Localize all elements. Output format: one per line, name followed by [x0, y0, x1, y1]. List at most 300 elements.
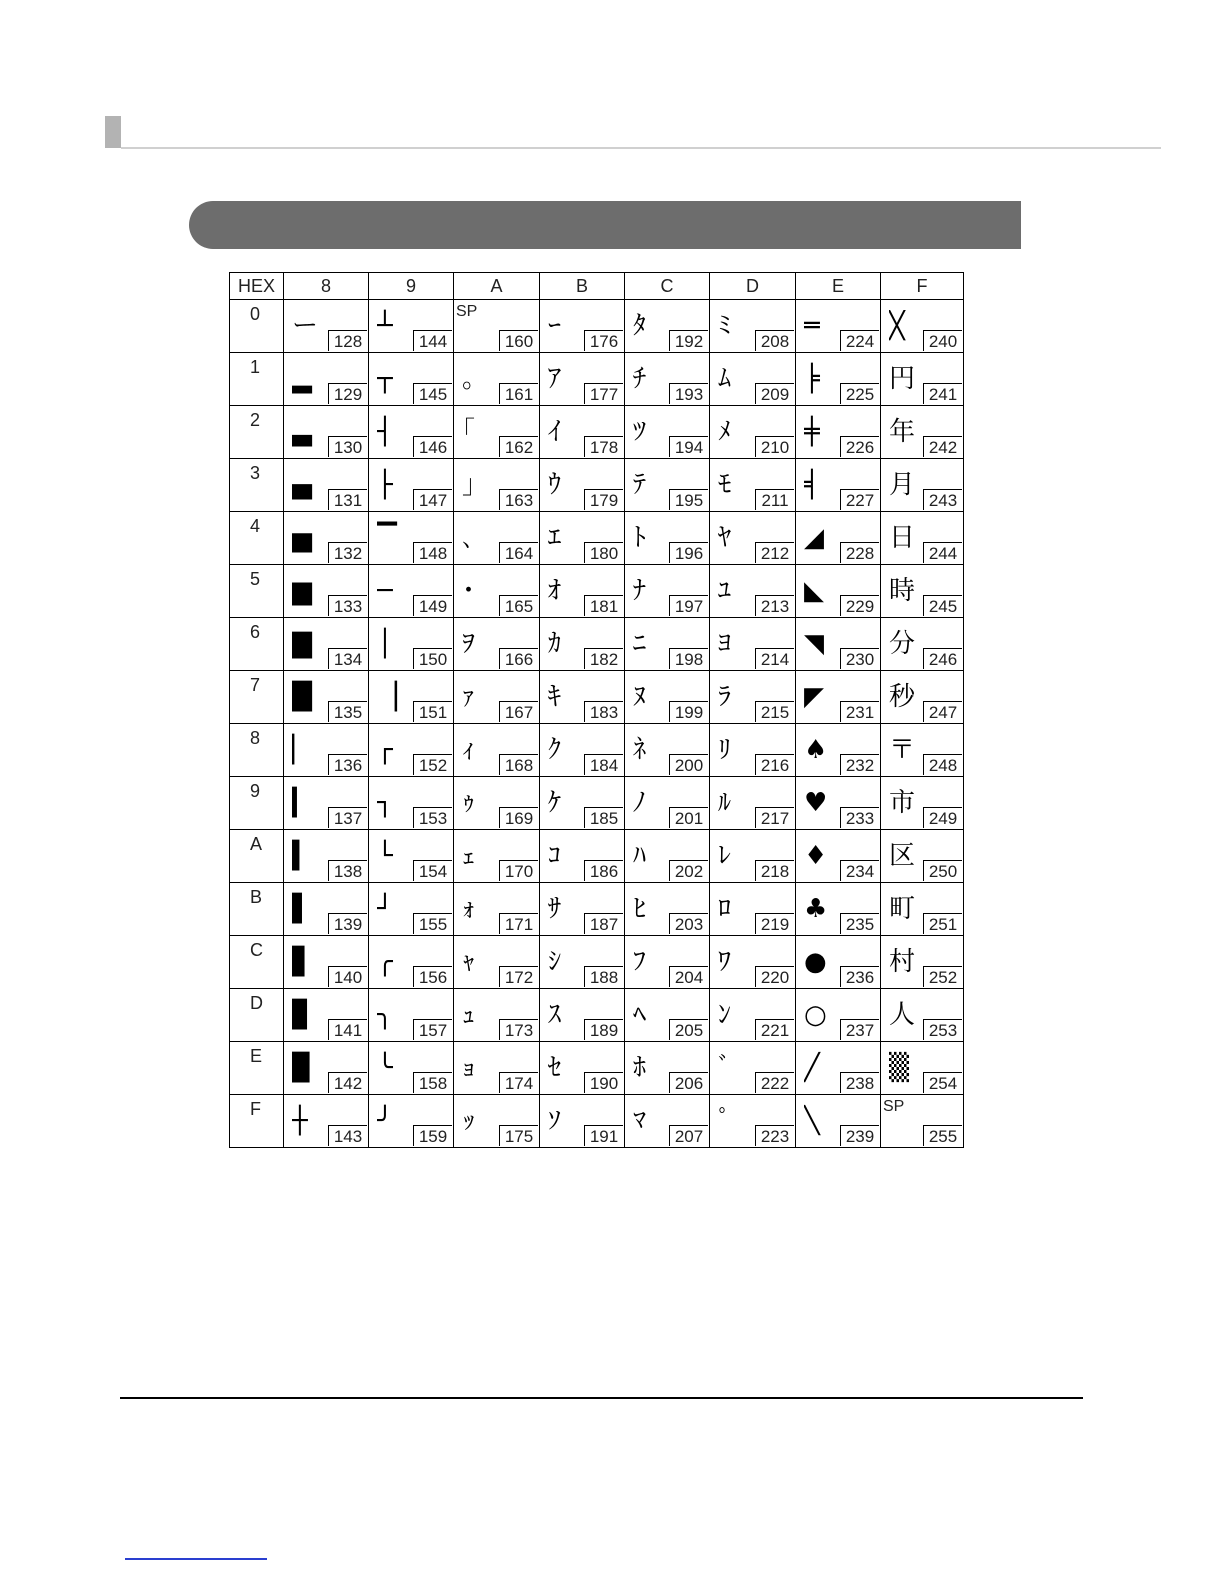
row-header: 4	[230, 512, 284, 565]
char-decimal-code: 233	[840, 807, 879, 828]
char-decimal-code: 151	[413, 701, 452, 722]
char-glyph: ﾆ	[633, 629, 647, 659]
char-glyph: ､	[462, 523, 476, 553]
char-cell	[284, 1042, 369, 1095]
char-cell	[796, 459, 881, 512]
char-decimal-code: 229	[840, 595, 879, 616]
char-glyph: ｷ	[548, 682, 562, 712]
char-decimal-code: 236	[840, 966, 879, 987]
char-decimal-code: 137	[328, 807, 367, 828]
char-decimal-code: 179	[584, 489, 623, 510]
char-cell	[625, 989, 710, 1042]
char-glyph: ｦ	[462, 629, 476, 659]
row-header: 6	[230, 618, 284, 671]
char-decimal-code: 187	[584, 913, 623, 934]
char-decimal-code: 237	[840, 1019, 879, 1040]
char-glyph: ┐	[377, 788, 393, 818]
char-cell	[284, 883, 369, 936]
char-glyph: ･	[462, 576, 476, 606]
char-cell	[881, 1095, 964, 1148]
char-cell	[796, 512, 881, 565]
char-cell	[454, 618, 540, 671]
footer-link-underline[interactable]	[125, 1558, 267, 1560]
char-decimal-code: 162	[499, 436, 538, 457]
char-cell	[369, 989, 454, 1042]
char-glyph: ﾀ	[633, 311, 647, 341]
char-glyph: ﾙ	[718, 788, 732, 818]
table-body	[230, 300, 964, 1148]
char-cell	[796, 406, 881, 459]
char-glyph: ｲ	[548, 417, 562, 447]
char-glyph: ﾛ	[718, 894, 732, 924]
char-cell	[881, 512, 964, 565]
char-decimal-code: 157	[413, 1019, 452, 1040]
char-cell	[881, 300, 964, 353]
char-glyph: ｪ	[462, 841, 476, 871]
char-glyph: 村	[889, 947, 916, 977]
char-decimal-code: 212	[755, 542, 794, 563]
char-glyph: ｻ	[548, 894, 562, 924]
char-glyph: 人	[889, 1000, 916, 1030]
char-glyph: ─	[377, 576, 393, 606]
char-decimal-code: 247	[923, 701, 962, 722]
char-glyph: ﾋ	[633, 894, 647, 924]
char-decimal-code: 190	[584, 1072, 623, 1093]
char-glyph: 年	[889, 417, 916, 447]
char-decimal-code: 164	[499, 542, 538, 563]
char-decimal-code: 213	[755, 595, 794, 616]
char-cell	[796, 565, 881, 618]
char-glyph: 市	[889, 788, 916, 818]
char-decimal-code: 191	[584, 1125, 623, 1146]
hex-corner-label: HEX	[230, 273, 284, 300]
char-decimal-code: 165	[499, 595, 538, 616]
char-decimal-code: 246	[923, 648, 962, 669]
row-header: 8	[230, 724, 284, 777]
char-cell	[454, 883, 540, 936]
char-cell	[881, 830, 964, 883]
char-decimal-code: 173	[499, 1019, 538, 1040]
table-row	[230, 353, 964, 406]
char-decimal-code: 227	[840, 489, 879, 510]
char-decimal-code: 222	[755, 1072, 794, 1093]
char-cell	[540, 830, 625, 883]
table-row	[230, 459, 964, 512]
char-cell	[881, 353, 964, 406]
char-cell	[710, 883, 796, 936]
char-glyph: └	[377, 841, 393, 871]
char-decimal-code: 232	[840, 754, 879, 775]
char-decimal-code: 198	[669, 648, 708, 669]
char-glyph: ﾊ	[633, 841, 647, 871]
char-cell	[796, 353, 881, 406]
char-cell	[454, 671, 540, 724]
char-glyph: ｺ	[548, 841, 562, 871]
char-cell	[284, 1095, 369, 1148]
char-glyph: ｰ	[548, 311, 562, 341]
char-cell	[710, 671, 796, 724]
table-row	[230, 618, 964, 671]
char-cell	[540, 989, 625, 1042]
char-glyph: ◢	[804, 523, 824, 553]
char-decimal-code: 253	[923, 1019, 962, 1040]
char-glyph: ┴	[377, 311, 393, 341]
char-cell	[284, 459, 369, 512]
char-decimal-code: 171	[499, 913, 538, 934]
char-glyph: ﾕ	[718, 576, 732, 606]
char-glyph: ▄	[292, 470, 312, 500]
char-cell	[540, 618, 625, 671]
char-cell	[881, 618, 964, 671]
char-decimal-code: 144	[413, 330, 452, 351]
char-cell	[454, 936, 540, 989]
char-glyph: ﾗ	[718, 682, 732, 712]
char-glyph: ｧ	[462, 682, 476, 712]
char-decimal-code: 208	[755, 330, 794, 351]
char-glyph: ｢	[462, 417, 476, 447]
char-decimal-code: 209	[755, 383, 794, 404]
char-glyph: SP	[456, 303, 478, 320]
character-code-table	[229, 272, 964, 1148]
char-decimal-code: 128	[328, 330, 367, 351]
char-glyph: ╰	[377, 1053, 393, 1083]
char-decimal-code: 169	[499, 807, 538, 828]
char-decimal-code: 248	[923, 754, 962, 775]
char-decimal-code: 154	[413, 860, 452, 881]
char-glyph: ﾅ	[633, 576, 647, 606]
row-header: 2	[230, 406, 284, 459]
table-row	[230, 671, 964, 724]
char-decimal-code: 252	[923, 966, 962, 987]
row-header: 7	[230, 671, 284, 724]
char-cell	[284, 724, 369, 777]
char-glyph: ﾉ	[633, 788, 647, 818]
char-glyph: 円	[889, 364, 916, 394]
char-decimal-code: 238	[840, 1072, 879, 1093]
table-row	[230, 724, 964, 777]
char-decimal-code: 249	[923, 807, 962, 828]
char-decimal-code: 177	[584, 383, 623, 404]
char-glyph: ｭ	[462, 1000, 476, 1030]
table-row	[230, 989, 964, 1042]
char-glyph: ●	[804, 947, 827, 977]
char-cell	[284, 353, 369, 406]
char-cell	[540, 1042, 625, 1095]
char-cell	[710, 1042, 796, 1095]
char-cell	[369, 1095, 454, 1148]
char-cell	[881, 459, 964, 512]
section-header-marker	[105, 116, 121, 148]
char-decimal-code: 219	[755, 913, 794, 934]
char-decimal-code: 254	[923, 1072, 962, 1093]
char-decimal-code: 194	[669, 436, 708, 457]
char-cell	[284, 777, 369, 830]
char-glyph: ◣	[804, 576, 824, 606]
char-glyph: ♠	[804, 735, 828, 765]
char-glyph: ｱ	[548, 364, 562, 394]
char-decimal-code: 146	[413, 436, 452, 457]
char-glyph: ｸ	[548, 735, 562, 765]
char-glyph: ○	[804, 1000, 827, 1030]
char-cell	[454, 300, 540, 353]
char-decimal-code: 203	[669, 913, 708, 934]
char-glyph: ▋	[292, 947, 312, 977]
char-cell	[625, 618, 710, 671]
table-row	[230, 406, 964, 459]
char-cell	[454, 1095, 540, 1148]
char-cell	[710, 936, 796, 989]
char-cell	[540, 936, 625, 989]
column-header: D	[710, 273, 796, 300]
char-decimal-code: 234	[840, 860, 879, 881]
char-cell	[369, 671, 454, 724]
row-header: D	[230, 989, 284, 1042]
char-decimal-code: 244	[923, 542, 962, 563]
char-decimal-code: 129	[328, 383, 367, 404]
char-cell	[796, 989, 881, 1042]
char-cell	[625, 512, 710, 565]
char-glyph: ♣	[804, 894, 828, 924]
char-glyph: ﾑ	[718, 364, 732, 394]
char-decimal-code: 199	[669, 701, 708, 722]
row-header: A	[230, 830, 284, 883]
char-decimal-code: 240	[923, 330, 962, 351]
char-glyph: ▌	[292, 894, 312, 924]
char-cell	[454, 777, 540, 830]
char-cell	[540, 459, 625, 512]
char-decimal-code: 155	[413, 913, 452, 934]
char-decimal-code: 181	[584, 595, 623, 616]
char-glyph: ﾓ	[718, 470, 732, 500]
char-cell	[710, 1095, 796, 1148]
char-glyph: ◥	[804, 629, 824, 659]
char-decimal-code: 184	[584, 754, 623, 775]
char-decimal-code: 183	[584, 701, 623, 722]
char-decimal-code: 189	[584, 1019, 623, 1040]
char-decimal-code: 193	[669, 383, 708, 404]
char-cell	[540, 512, 625, 565]
char-glyph: ﾔ	[718, 523, 732, 553]
char-glyph: ╱	[804, 1053, 820, 1083]
char-decimal-code: 178	[584, 436, 623, 457]
row-header: B	[230, 883, 284, 936]
char-decimal-code: 167	[499, 701, 538, 722]
char-cell	[710, 565, 796, 618]
char-cell	[796, 830, 881, 883]
char-decimal-code: 192	[669, 330, 708, 351]
char-glyph: ╯	[377, 1106, 393, 1136]
char-glyph: ﾝ	[718, 1000, 732, 1030]
char-decimal-code: 239	[840, 1125, 879, 1146]
char-cell	[796, 618, 881, 671]
char-decimal-code: 195	[669, 489, 708, 510]
char-decimal-code: 245	[923, 595, 962, 616]
char-cell	[369, 936, 454, 989]
char-cell	[881, 565, 964, 618]
char-decimal-code: 243	[923, 489, 962, 510]
char-cell	[284, 830, 369, 883]
char-cell	[369, 777, 454, 830]
char-decimal-code: 156	[413, 966, 452, 987]
char-glyph: ｳ	[548, 470, 562, 500]
char-glyph: ╡	[804, 470, 820, 500]
char-cell	[369, 565, 454, 618]
char-decimal-code: 149	[413, 595, 452, 616]
row-header: 9	[230, 777, 284, 830]
char-cell	[284, 565, 369, 618]
char-glyph: ▍	[292, 841, 312, 871]
column-header: 8	[284, 273, 369, 300]
char-cell	[625, 565, 710, 618]
char-cell	[454, 830, 540, 883]
column-header: C	[625, 273, 710, 300]
char-cell	[796, 300, 881, 353]
char-decimal-code: 131	[328, 489, 367, 510]
char-cell	[625, 724, 710, 777]
char-glyph: ﾇ	[633, 682, 647, 712]
char-glyph: 区	[889, 841, 916, 871]
char-cell	[710, 618, 796, 671]
char-cell	[454, 406, 540, 459]
char-cell	[796, 883, 881, 936]
char-glyph: ｼ	[548, 947, 562, 977]
char-cell	[540, 883, 625, 936]
char-decimal-code: 200	[669, 754, 708, 775]
char-decimal-code: 145	[413, 383, 452, 404]
char-decimal-code: 170	[499, 860, 538, 881]
char-cell	[369, 512, 454, 565]
char-glyph: ╳	[889, 311, 905, 341]
char-cell	[710, 830, 796, 883]
char-decimal-code: 153	[413, 807, 452, 828]
char-decimal-code: 188	[584, 966, 623, 987]
table-row	[230, 936, 964, 989]
char-glyph: ▂	[292, 364, 312, 394]
char-decimal-code: 172	[499, 966, 538, 987]
char-cell	[625, 1095, 710, 1148]
char-glyph: ┼	[292, 1106, 308, 1136]
char-glyph: ╪	[804, 417, 820, 447]
char-glyph: 町	[889, 894, 916, 924]
char-decimal-code: 163	[499, 489, 538, 510]
char-glyph: ▊	[292, 1000, 312, 1030]
char-decimal-code: 175	[499, 1125, 538, 1146]
char-glyph: ▕	[377, 682, 397, 712]
char-glyph: ﾌ	[633, 947, 647, 977]
char-glyph: ｽ	[548, 1000, 562, 1030]
char-decimal-code: 141	[328, 1019, 367, 1040]
char-glyph: ╮	[377, 1000, 393, 1030]
char-glyph: ┘	[377, 894, 393, 924]
char-cell	[796, 777, 881, 830]
char-decimal-code: 130	[328, 436, 367, 457]
char-glyph: ﾃ	[633, 470, 647, 500]
char-glyph: ▆	[292, 576, 312, 606]
char-glyph: ﾁ	[633, 364, 647, 394]
char-cell	[540, 777, 625, 830]
char-decimal-code: 204	[669, 966, 708, 987]
char-cell	[625, 406, 710, 459]
char-cell	[454, 512, 540, 565]
char-cell	[454, 989, 540, 1042]
row-header: C	[230, 936, 284, 989]
char-decimal-code: 168	[499, 754, 538, 775]
char-glyph: ╲	[804, 1106, 820, 1136]
char-decimal-code: 166	[499, 648, 538, 669]
char-decimal-code: 220	[755, 966, 794, 987]
char-glyph: ﾘ	[718, 735, 732, 765]
char-glyph: ﾍ	[633, 1000, 647, 1030]
char-cell	[710, 406, 796, 459]
char-cell	[369, 353, 454, 406]
char-glyph: ▒	[889, 1053, 909, 1083]
char-decimal-code: 136	[328, 754, 367, 775]
char-decimal-code: 142	[328, 1072, 367, 1093]
char-cell	[284, 936, 369, 989]
char-decimal-code: 211	[755, 489, 794, 510]
char-glyph: ﾄ	[633, 523, 647, 553]
footer-rule	[120, 1397, 1083, 1399]
char-cell	[881, 671, 964, 724]
char-cell	[369, 300, 454, 353]
char-cell	[881, 1042, 964, 1095]
char-cell	[454, 1042, 540, 1095]
char-cell	[796, 936, 881, 989]
char-decimal-code: 251	[923, 913, 962, 934]
char-decimal-code: 207	[669, 1125, 708, 1146]
char-decimal-code: 197	[669, 595, 708, 616]
char-glyph: ╭	[377, 947, 393, 977]
char-glyph: 〒	[889, 735, 916, 765]
char-decimal-code: 250	[923, 860, 962, 881]
char-cell	[881, 724, 964, 777]
char-cell	[284, 671, 369, 724]
table-row	[230, 830, 964, 883]
char-glyph: ｯ	[462, 1106, 476, 1136]
char-cell	[625, 353, 710, 406]
char-cell	[625, 777, 710, 830]
char-glyph: ▉	[292, 1053, 312, 1083]
char-glyph: ♥	[804, 788, 828, 818]
char-decimal-code: 196	[669, 542, 708, 563]
table-row	[230, 883, 964, 936]
char-glyph: ▃	[292, 417, 312, 447]
char-decimal-code: 223	[755, 1125, 794, 1146]
char-cell	[454, 353, 540, 406]
char-cell	[284, 300, 369, 353]
char-glyph: ﾒ	[718, 417, 732, 447]
char-cell	[710, 512, 796, 565]
char-decimal-code: 148	[413, 542, 452, 563]
table-row	[230, 565, 964, 618]
char-decimal-code: 143	[328, 1125, 367, 1146]
char-glyph: ｨ	[462, 735, 476, 765]
char-decimal-code: 158	[413, 1072, 452, 1093]
char-glyph: │	[377, 629, 393, 659]
char-glyph: ｣	[462, 470, 476, 500]
char-cell	[625, 671, 710, 724]
char-cell	[369, 406, 454, 459]
char-glyph: 秒	[889, 682, 916, 712]
row-header: E	[230, 1042, 284, 1095]
char-glyph: ﾎ	[633, 1053, 647, 1083]
char-cell	[369, 1042, 454, 1095]
char-decimal-code: 206	[669, 1072, 708, 1093]
row-header: 0	[230, 300, 284, 353]
char-decimal-code: 202	[669, 860, 708, 881]
char-decimal-code: 185	[584, 807, 623, 828]
char-cell	[625, 936, 710, 989]
